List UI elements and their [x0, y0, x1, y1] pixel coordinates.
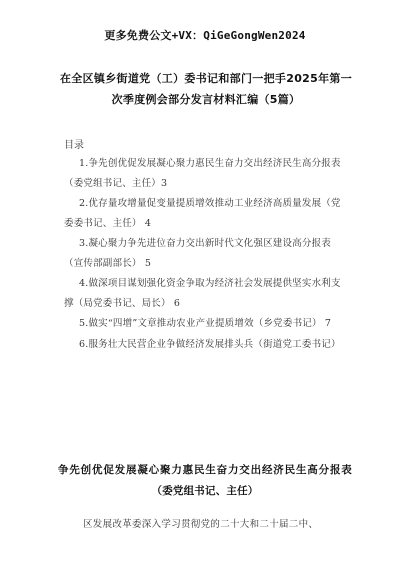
toc-item: 3.凝心聚力争先进位奋力交出新时代文化强区建设高分报表（宣传部副部长） 5 — [64, 238, 331, 269]
toc-item: 6.服务壮大民营企业争做经济发展排头兵（街道党工委书记） — [79, 338, 341, 350]
toc-item: 5.做实“四增”文章推动农业产业提质增效（乡党委书记） 7 — [79, 318, 332, 329]
table-of-contents — [64, 154, 350, 355]
toc-item: 4.做深项目谋划强化资金争取为经济社会发展提供坚实水利支撑（局党委书记、局长） 6 — [64, 278, 341, 309]
section-title: 争先创优促发展凝心聚力惠民生奋力交出经济民生高分报表（委党组书记、主任） — [58, 464, 352, 497]
toc-item: 2.优存量攻增量促变量提质增效推动工业经济高质量发展（党委委书记、主任） 4 — [64, 198, 341, 229]
watermark-text: 更多免费公文+VX：QiGeGongWen2024 — [104, 29, 306, 42]
toc-item: 1.争先创优促发展凝心聚力惠民生奋力交出经济民生高分报表（委党组书记、主任）3 — [64, 158, 341, 189]
document-title: 在全区镇乡街道党（工）委书记和部门一把手2025年第一次季度例会部分发言材料汇编（5篇） — [60, 72, 352, 106]
toc-heading: 目录 — [64, 140, 84, 151]
body-paragraph: 区发展改革委深入学习贯彻党的二十大和二十届二中、 — [83, 519, 319, 530]
